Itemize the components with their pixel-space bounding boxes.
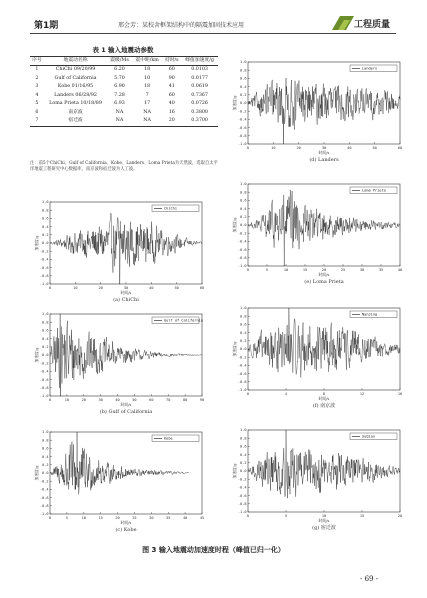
x-tick-label: 0 xyxy=(246,268,250,272)
x-axis-label: 时间/s xyxy=(318,150,330,155)
y-tick-label: 0.2 xyxy=(240,461,247,465)
y-tick-label: 0.2 xyxy=(42,463,49,467)
y-tick-label: 0.6 xyxy=(42,328,49,333)
y-tick-label: -1.0 xyxy=(39,282,49,287)
y-tick-label: -0.4 xyxy=(237,117,247,122)
x-tick-label: 30 xyxy=(123,286,129,290)
cell: 40 xyxy=(168,101,175,106)
y-tick-label: -0.8 xyxy=(237,380,247,384)
x-tick-label: 15 xyxy=(302,268,308,272)
cell: 0.0177 xyxy=(191,75,208,81)
y-tick-label: 0.8 xyxy=(42,208,49,213)
y-tick-label: -1.0 xyxy=(39,394,49,399)
x-tick-label: 20 xyxy=(115,516,120,520)
x-tick-label: 15 xyxy=(359,514,365,518)
panel-caption: (d) Landers xyxy=(309,157,339,163)
x-tick-label: 0 xyxy=(246,392,250,396)
series-line xyxy=(248,190,400,266)
y-tick-label: 1.0 xyxy=(42,312,49,317)
y-tick-label: -0.2 xyxy=(39,479,49,484)
y-axis-label: 加速度/g xyxy=(34,235,39,251)
y-tick-label: -0.8 xyxy=(237,256,247,260)
y-tick-label: 0.0 xyxy=(42,353,49,358)
cell: 41 xyxy=(168,84,175,89)
chart-panel-a xyxy=(34,198,209,308)
cell: 7 xyxy=(145,92,149,98)
cell: 4 xyxy=(35,92,39,98)
cell: Gulf of California xyxy=(54,75,97,81)
x-tick-label: 10 xyxy=(64,398,70,402)
y-tick-label: -0.6 xyxy=(237,247,247,252)
y-tick-label: 1.0 xyxy=(240,182,247,187)
cell: 17 xyxy=(144,101,151,106)
cell: 0.0619 xyxy=(191,84,208,89)
legend-label: Kobe xyxy=(164,436,173,441)
y-tick-label: -0.6 xyxy=(39,377,49,382)
x-tick-label: 30 xyxy=(359,268,365,272)
x-tick-label: 40 xyxy=(115,398,120,402)
legend-label: Gulf of California xyxy=(164,318,203,323)
panel-caption: (g) 宿迁波 xyxy=(312,525,336,531)
x-tick-label: 45 xyxy=(199,516,205,520)
table-header-row xyxy=(30,57,218,66)
chart-svg-f xyxy=(232,304,407,414)
y-tick-label: 0.0 xyxy=(240,469,247,474)
cell: 0.3800 xyxy=(191,109,208,115)
cell: 90 xyxy=(168,75,175,81)
cell: 2 xyxy=(35,75,39,81)
y-tick-label: 0.8 xyxy=(240,68,247,73)
cell: ChiChi 09/20/99 xyxy=(55,67,96,72)
y-tick-label: 0.8 xyxy=(240,436,247,441)
x-tick-label: 20 xyxy=(397,514,403,518)
cell: NA xyxy=(143,109,151,115)
x-tick-label: 5 xyxy=(284,514,288,518)
table-row xyxy=(30,83,218,92)
cell: 0.7367 xyxy=(191,92,208,98)
table-row xyxy=(30,109,218,118)
table-row xyxy=(30,75,218,84)
legend-label: Loma Prieta xyxy=(362,188,386,193)
x-tick-label: 5 xyxy=(65,516,68,520)
cell: 10 xyxy=(144,75,151,81)
x-tick-label: 10 xyxy=(321,514,327,518)
x-tick-label: 30 xyxy=(321,146,327,150)
series-line xyxy=(248,308,400,377)
y-tick-label: -0.2 xyxy=(237,355,247,360)
cell: 0.0726 xyxy=(191,101,208,106)
x-axis-label: 时间/s xyxy=(318,272,330,277)
cell: 0.0103 xyxy=(191,67,208,72)
y-tick-label: 0.4 xyxy=(240,452,247,457)
x-axis-label: 时间/s xyxy=(120,290,132,295)
y-tick-label: -0.4 xyxy=(237,363,247,368)
y-tick-label: 0.4 xyxy=(240,84,247,89)
x-tick-label: 20 xyxy=(321,268,327,272)
y-tick-label: 0.2 xyxy=(240,339,247,343)
y-axis-label: 加速度/g xyxy=(232,463,237,479)
panel-caption: (b) Gulf of California xyxy=(99,409,153,415)
ground-motion-table xyxy=(30,56,218,127)
y-tick-label: 0.4 xyxy=(240,330,247,335)
y-tick-label: -0.8 xyxy=(237,502,247,506)
table-row xyxy=(30,92,218,101)
x-axis-label: 时间/s xyxy=(318,396,330,401)
x-tick-label: 40 xyxy=(397,268,403,272)
x-tick-label: 0 xyxy=(246,514,250,518)
x-tick-label: 8 xyxy=(322,392,326,396)
x-tick-label: 5 xyxy=(265,268,269,272)
y-tick-label: 0.0 xyxy=(240,223,247,228)
cell: 18 xyxy=(144,84,151,89)
y-tick-label: -0.6 xyxy=(39,265,49,270)
page-header xyxy=(0,0,427,40)
col-header: 震中距/km xyxy=(132,57,163,66)
y-axis-label: 加速度/g xyxy=(232,95,237,111)
series-line xyxy=(50,314,202,396)
col-header: 地震动名称 xyxy=(44,57,107,66)
y-tick-label: 0.6 xyxy=(240,444,247,449)
chart-svg-a xyxy=(34,198,209,308)
x-tick-label: 25 xyxy=(132,516,137,520)
chart-svg-b xyxy=(34,310,209,420)
y-tick-label: 0.8 xyxy=(42,320,49,325)
x-tick-label: 60 xyxy=(199,286,205,290)
y-tick-label: -1.0 xyxy=(39,512,49,517)
x-tick-label: 10 xyxy=(81,516,86,520)
legend-label: Landers xyxy=(362,66,378,71)
y-tick-label: -1.0 xyxy=(237,510,247,515)
x-tick-label: 50 xyxy=(372,146,377,150)
cell: 6 xyxy=(35,109,39,115)
cell: NA xyxy=(132,117,163,126)
y-tick-label: -0.6 xyxy=(39,495,49,500)
cell: 60 xyxy=(168,92,175,98)
y-tick-label: 0.6 xyxy=(240,76,247,81)
table-caption: 表 1 输入地震动参数 xyxy=(92,46,154,54)
y-axis-label: 加速度/g xyxy=(34,347,39,363)
y-tick-label: 0.6 xyxy=(240,322,247,327)
panel-caption: (c) Kobe xyxy=(115,527,137,533)
cell: 7 xyxy=(30,117,44,126)
cell: 1 xyxy=(35,67,39,72)
x-tick-label: 0 xyxy=(48,286,52,290)
cell: 0.3700 xyxy=(181,117,218,126)
y-tick-label: 0.8 xyxy=(240,314,247,319)
cell: 16 xyxy=(168,109,175,115)
col-header: 峰值加速度/g xyxy=(181,57,218,66)
chart-panel-e xyxy=(232,180,407,290)
series-line xyxy=(50,213,202,284)
y-axis-label: 加速度/g xyxy=(232,217,237,233)
cell: Loma Prieta 10/18/89 xyxy=(49,101,102,106)
x-tick-label: 20 xyxy=(296,146,301,150)
x-tick-label: 90 xyxy=(199,398,205,402)
x-tick-label: 20 xyxy=(98,286,103,290)
cell: 20 xyxy=(162,117,181,126)
x-tick-label: 10 xyxy=(73,286,78,290)
x-tick-label: 16 xyxy=(397,392,403,396)
y-tick-label: -0.4 xyxy=(237,239,247,244)
y-tick-label: 0.2 xyxy=(240,215,247,219)
x-tick-label: 40 xyxy=(149,286,154,290)
table-row xyxy=(30,66,218,75)
chart-svg-c xyxy=(34,428,209,538)
y-tick-label: -0.4 xyxy=(39,257,49,262)
y-tick-label: -0.2 xyxy=(237,231,247,236)
x-tick-label: 0 xyxy=(48,516,52,520)
panel-caption: (e) Loma Prieta xyxy=(304,279,344,285)
y-tick-label: -0.8 xyxy=(39,386,49,390)
legend-label: NanJing xyxy=(362,312,378,317)
x-axis-label: 时间/s xyxy=(318,518,330,523)
x-tick-label: 4 xyxy=(284,392,288,396)
x-tick-label: 25 xyxy=(340,268,346,272)
table-row xyxy=(30,100,218,109)
plot-frame xyxy=(248,62,400,144)
x-tick-label: 20 xyxy=(81,398,86,402)
y-tick-label: -0.2 xyxy=(237,477,247,482)
x-tick-label: 50 xyxy=(132,398,137,402)
y-tick-label: 0.0 xyxy=(240,347,247,352)
x-tick-label: 80 xyxy=(182,398,188,402)
col-header: 序号 xyxy=(30,57,44,66)
y-tick-label: 0.6 xyxy=(42,446,49,451)
cell: 6.90 xyxy=(114,84,125,89)
x-tick-label: 35 xyxy=(166,516,171,520)
legend-label: ChiChi xyxy=(164,206,177,211)
cell: NA xyxy=(115,109,124,115)
figure-caption: 图 3 输入地震动加速度时程（峰值已归一化） xyxy=(142,546,285,554)
chart-panel-b xyxy=(34,310,209,420)
y-tick-label: 0.2 xyxy=(42,233,49,237)
cell: 5.70 xyxy=(114,75,125,81)
y-tick-label: 0.4 xyxy=(42,224,49,229)
cell: 3 xyxy=(35,84,39,89)
cell: 60 xyxy=(168,67,175,72)
x-tick-label: 35 xyxy=(378,268,384,272)
x-tick-label: 10 xyxy=(283,268,289,272)
cell: 6.93 xyxy=(114,101,125,106)
x-tick-label: 60 xyxy=(397,146,403,150)
y-tick-label: 0.4 xyxy=(240,206,247,211)
cell: NA xyxy=(107,117,132,126)
x-tick-label: 50 xyxy=(174,286,179,290)
x-tick-label: 30 xyxy=(98,398,103,402)
running-title: 邢会芳：某校舍框架结构中的隔震加固技术应用 xyxy=(118,22,245,29)
x-tick-label: 40 xyxy=(347,146,352,150)
y-tick-label: -0.6 xyxy=(237,371,247,376)
chart-svg-d xyxy=(232,58,407,168)
y-tick-label: 1.0 xyxy=(240,60,247,65)
y-axis-label: 加速度/g xyxy=(34,465,39,481)
series-line xyxy=(248,78,400,144)
y-tick-label: -0.8 xyxy=(39,274,49,278)
x-tick-label: 60 xyxy=(149,398,154,402)
y-tick-label: 0.2 xyxy=(42,345,49,349)
y-tick-label: 0.8 xyxy=(42,438,49,443)
chart-panel-f xyxy=(232,304,407,414)
issue-number: 第1期 xyxy=(34,21,59,31)
x-axis-label: 时间/s xyxy=(120,402,132,407)
legend-label: SuQian xyxy=(362,434,375,439)
y-tick-label: 0.6 xyxy=(240,198,247,203)
x-tick-label: 10 xyxy=(271,146,276,150)
logo-text: 工程质量 xyxy=(354,20,391,30)
col-header: 震级/Ms xyxy=(107,57,132,66)
x-tick-label: 0 xyxy=(246,146,250,150)
y-tick-label: -1.0 xyxy=(237,142,247,147)
table-row xyxy=(30,117,218,126)
y-tick-label: -0.8 xyxy=(237,134,247,138)
y-tick-label: 1.0 xyxy=(42,200,49,205)
x-axis-label: 时间/s xyxy=(120,520,132,525)
table-note: 注：前5个ChiChi、Gulf of California、Kobe、Landers、Loma Prieta为天然波，选取自太平洋地震工程研究中心数据库，南京波和宿迁波为人工波。 xyxy=(30,161,218,172)
y-tick-label: -0.4 xyxy=(39,369,49,374)
header-rule xyxy=(30,33,396,34)
y-tick-label: 0.6 xyxy=(42,216,49,221)
y-tick-label: -0.2 xyxy=(39,249,49,254)
col-header: 持时/s xyxy=(162,57,181,66)
y-tick-label: -1.0 xyxy=(237,388,247,393)
cell: 5 xyxy=(35,101,39,106)
y-tick-label: 1.0 xyxy=(240,306,247,311)
y-tick-label: 1.0 xyxy=(240,428,247,433)
y-tick-label: -0.4 xyxy=(237,485,247,490)
x-tick-label: 30 xyxy=(149,516,154,520)
y-tick-label: -0.2 xyxy=(237,109,247,114)
chart-svg-e xyxy=(232,180,407,290)
chart-panel-c xyxy=(34,428,209,538)
cell: 7.28 xyxy=(114,92,125,98)
y-tick-label: 0.0 xyxy=(240,101,247,106)
x-tick-label: 0 xyxy=(48,398,52,402)
page-number: - 69 - xyxy=(360,575,379,583)
y-tick-label: 0.0 xyxy=(42,471,49,476)
x-tick-label: 12 xyxy=(359,392,365,396)
cell: 6.20 xyxy=(114,67,125,72)
chart-panel-g xyxy=(232,426,407,536)
y-tick-label: -0.6 xyxy=(237,493,247,498)
y-tick-label: -0.8 xyxy=(39,504,49,508)
y-tick-label: 0.2 xyxy=(240,93,247,97)
x-tick-label: 40 xyxy=(182,516,188,520)
y-tick-label: -0.4 xyxy=(39,487,49,492)
journal-logo xyxy=(330,14,396,32)
y-tick-label: -1.0 xyxy=(237,264,247,269)
y-tick-label: 0.0 xyxy=(42,241,49,246)
y-tick-label: -0.6 xyxy=(237,125,247,130)
cell: 宿迁波 xyxy=(44,117,107,126)
y-tick-label: 0.4 xyxy=(42,454,49,459)
x-tick-label: 15 xyxy=(98,516,103,520)
chart-svg-g xyxy=(232,426,407,536)
y-tick-label: 0.4 xyxy=(42,336,49,341)
x-tick-label: 70 xyxy=(166,398,171,402)
y-tick-label: 0.8 xyxy=(240,190,247,195)
cell: Kobe 01/16/95 xyxy=(57,84,94,89)
y-tick-label: 1.0 xyxy=(42,430,49,435)
series-line xyxy=(248,430,400,498)
chart-panel-d xyxy=(232,58,407,168)
y-tick-label: -0.2 xyxy=(39,361,49,366)
cell: 南京波 xyxy=(68,109,83,115)
cell: 18 xyxy=(144,67,151,72)
panel-caption: (f) 南京波 xyxy=(312,403,336,409)
y-axis-label: 加速度/g xyxy=(232,341,237,357)
cell: Landers 06/28/92 xyxy=(54,92,97,98)
panel-caption: (a) ChiChi xyxy=(113,297,139,303)
